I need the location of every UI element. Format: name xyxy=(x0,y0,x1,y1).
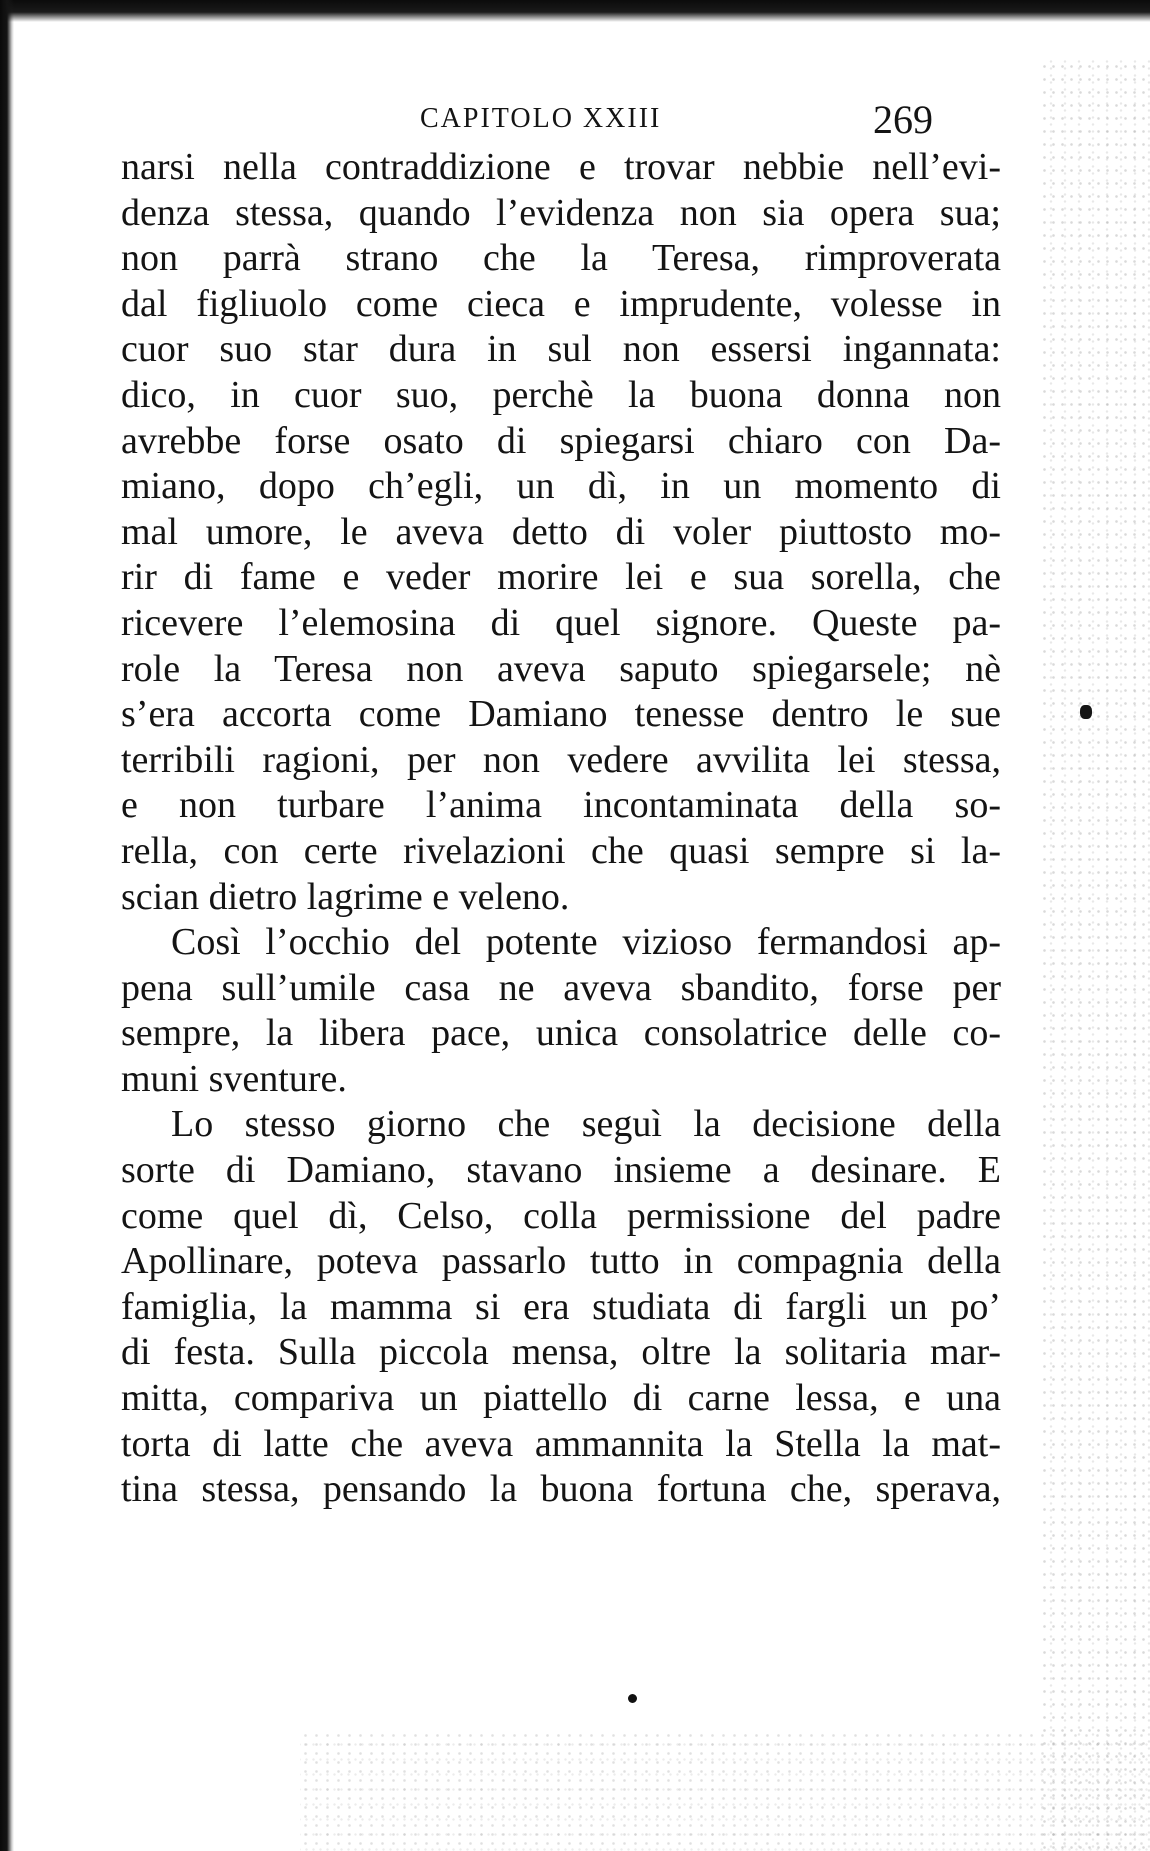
text-line: Così l’occhio del potente vizioso fermandosi ap- xyxy=(171,921,1001,964)
text-line: pena sull’umile casa ne aveva sbandito, forse per xyxy=(121,966,1001,1009)
scan-speckle-right xyxy=(1040,60,1150,1851)
running-title: CAPITOLO XXIII xyxy=(420,103,662,134)
text-line: denza stessa, quando l’evidenza non sia opera sua; xyxy=(121,191,1001,234)
text-line: sorte di Damiano, stavano insieme a desinare. E xyxy=(121,1149,1001,1192)
scan-top-edge xyxy=(0,0,1150,22)
text-line: scian dietro lagrime e veleno. xyxy=(121,875,570,918)
text-line: miano, dopo ch’egli, un dì, in un momento di xyxy=(121,465,1001,508)
text-line: role la Teresa non aveva saputo spiegarsele; nè xyxy=(121,647,1001,690)
text-line: come quel dì, Celso, colla permissione del padre xyxy=(121,1194,1001,1237)
scan-speckle-bottom xyxy=(300,1731,1150,1851)
text-line: non parrà strano che la Teresa, rimproverata xyxy=(121,237,1001,280)
printer-mark xyxy=(628,1694,637,1703)
text-line: Apollinare, poteva passarlo tutto in compagnia della xyxy=(121,1240,1001,1283)
text-line: di festa. Sulla piccola mensa, oltre la solitaria mar- xyxy=(121,1331,1001,1374)
text-line: s’era accorta come Damiano tenesse dentro le sue xyxy=(121,693,1001,736)
page-number: 269 xyxy=(873,97,933,142)
text-line: cuor suo star dura in sul non essersi ingannata: xyxy=(121,328,1001,371)
text-line: e non turbare l’anima incontaminata della so- xyxy=(121,784,1001,827)
text-line: dal figliuolo come cieca e imprudente, volesse in xyxy=(121,282,1001,325)
text-line: Lo stesso giorno che seguì la decisione della xyxy=(171,1103,1001,1146)
text-line: rir di fame e veder morire lei e sua sorella, che xyxy=(121,556,1001,599)
text-line: dico, in cuor suo, perchè la buona donna non xyxy=(121,373,1001,416)
text-line: rella, con certe rivelazioni che quasi sempre si la- xyxy=(121,829,1001,872)
body-text xyxy=(121,145,1001,1513)
text-line: mitta, compariva un piattello di carne lessa, e una xyxy=(121,1377,1001,1420)
text-line: narsi nella contraddizione e trovar nebbie nell’evi- xyxy=(121,146,1001,188)
text-line: avrebbe forse osato di spiegarsi chiaro con Da- xyxy=(121,419,1001,462)
text-line: tina stessa, pensando la buona fortuna che, sperava, xyxy=(121,1468,1001,1511)
text-line: muni sventure. xyxy=(121,1057,347,1100)
scan-left-edge xyxy=(0,0,14,1851)
text-line: terribili ragioni, per non vedere avvilita lei stessa, xyxy=(121,738,1001,781)
text-line: ricevere l’elemosina di quel signore. Queste pa- xyxy=(121,601,1001,644)
ink-blot xyxy=(1080,705,1092,719)
text-line: mal umore, le aveva detto di voler piuttosto mo- xyxy=(121,510,1001,553)
text-line: sempre, la libera pace, unica consolatrice delle co- xyxy=(121,1012,1001,1055)
text-line: torta di latte che aveva ammannita la Stella la mat- xyxy=(121,1422,1001,1465)
text-line: famiglia, la mamma si era studiata di fargli un po’ xyxy=(121,1285,1001,1328)
